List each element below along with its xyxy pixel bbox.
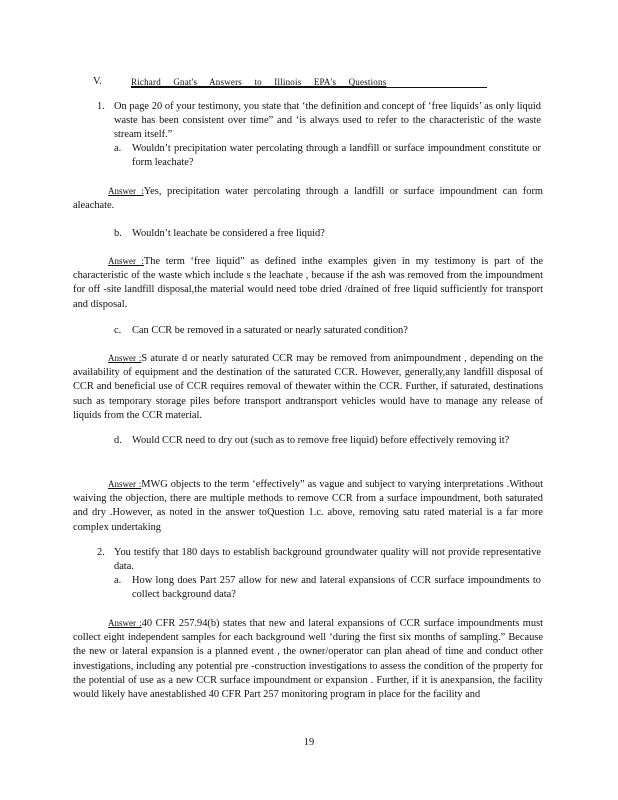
question-1d-text: Would CCR need to dry out (such as to remove free liquid) before effectively removing it?: [132, 435, 510, 446]
answer-1c: [73, 351, 543, 423]
question-1a-letter: a.: [114, 143, 122, 154]
answer-1c-text: S aturate d or nearly saturated CCR may be removed from animpoundment , depending on the availability of equipment and the destination of the saturated CCR. However, generally,any landfill disposal of CCR and beneficial use of CCR requires removal of thewater within the CCR. Further, if saturated, destinations such as temporary storage piles before transport andtransport vehicles would have to manage any release of liquids from the CCR material.: [73, 353, 544, 421]
answer-1d-text: MWG objects to the term ‘effectively” as vague and subject to varying interpretations .Without waiving the objection, there are multiple methods to remove CCR from a surface impoundment, both saturated and dry .However, as noted in the answer toQuestion 1.c. above, removing satu rated material is a far more complex undertaking: [73, 479, 543, 533]
question-1a-text: Wouldn’t precipitation water percolating through a landfill or surface impoundment constitute or form leachate?: [132, 143, 541, 169]
question-1b-text: Wouldn’t leachate be considered a free liquid?: [132, 228, 325, 239]
section-title: Richard Gnat's Answers to Illinois EPA's Questions: [131, 77, 387, 87]
answer-1b-text: The term ‘free liquid” as defined inthe examples given in my testimony is part of the characteristic of the waste which include s the leachate , because if the ash was removed from the impoundment for off -site landfill disposal,the material would need tobe dried /drained of free liquid sufficiently for transport and disposal.: [73, 256, 544, 310]
heading-underline: [131, 87, 487, 88]
answer-label: Answer :: [108, 186, 144, 196]
answer-label: Answer :: [108, 353, 142, 363]
answer-1a: [73, 184, 543, 213]
answer-label: Answer :: [108, 618, 142, 628]
answer-1a-text: Yes, precipitation water percolating through a landfill or surface impoundment can form aleachate.: [73, 186, 543, 212]
question-1b-letter: b.: [114, 228, 122, 239]
answer-1b: [73, 254, 543, 312]
question-1d-letter: d.: [114, 435, 122, 446]
question-2a-letter: a.: [114, 575, 122, 586]
answer-2a-text: 40 CFR 257.94(b) states that new and lateral expansions of CCR surface impoundments must collect eight independent samples for each background well ‘during the first six months of sampling.” Because the new or lateral expansion is a planned event , the owner/operator can plan ahead of time and conduct other investigations, including any potential pre -construction investigations to assess the condition of the property for the potential of use as a new CCR surface impoundment or expansion . Further, if it is anexpansion, the facility would likely have anestablished 40 CFR Part 257 monitoring program in place for the facility and: [73, 618, 544, 701]
question-1-number: 1.: [97, 101, 105, 112]
question-2-text: You testify that 180 days to establish background groundwater quality will not provide representative data.: [114, 547, 541, 573]
question-2a-text: How long does Part 257 allow for new and lateral expansions of CCR surface impoundments to collect background data?: [132, 575, 541, 601]
question-2-number: 2.: [97, 547, 105, 558]
page-number: 19: [303, 737, 315, 748]
answer-2a: [73, 616, 543, 702]
answer-label: Answer :: [108, 479, 142, 489]
question-1-text: On page 20 of your testimony, you state that ‘the definition and concept of ‘free liquids’ as only liquid waste has been consistent over time” and ‘is always used to refer to the characteristic of the waste stream itself.”: [114, 101, 541, 141]
question-1c-text: Can CCR be removed in a saturated or nearly saturated condition?: [132, 325, 408, 336]
section-number: V.: [93, 76, 102, 87]
answer-1d: [73, 477, 543, 535]
question-1c-letter: c.: [114, 325, 122, 336]
answer-label: Answer :: [108, 256, 144, 266]
